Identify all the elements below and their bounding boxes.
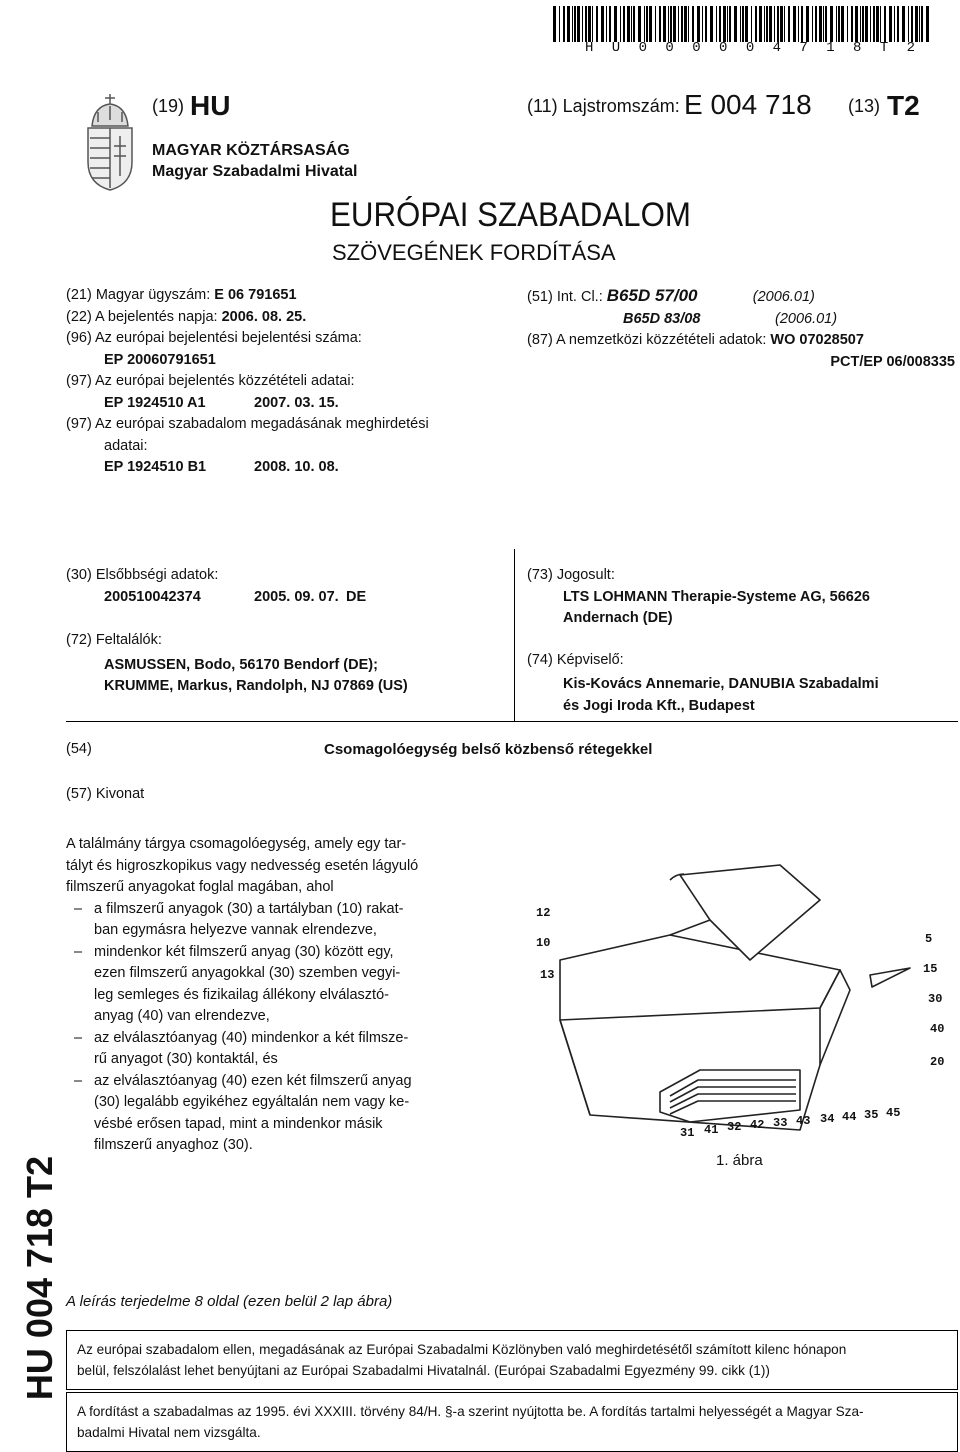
figure-label: 5: [925, 932, 933, 946]
figure-label: 15: [923, 962, 938, 976]
field-22-label: (22) A bejelentés napja:: [66, 308, 218, 325]
opposition-notice: [66, 1330, 958, 1390]
pages-note: A leírás terjedelme 8 oldal (ezen belül 2 lap ábra): [66, 1293, 393, 1310]
figure-label: 20: [930, 1055, 945, 1069]
field-96-value: EP 20060791651: [104, 351, 216, 368]
field-97b-label-cont: adatai:: [104, 437, 148, 454]
country-name: MAGYAR KÖZTÁRSASÁG: [152, 142, 350, 159]
field-21-value: E 06 791651: [214, 287, 297, 303]
invention-title: Csomagolóegység belső közbenső rétegekkel: [324, 741, 653, 758]
field-51-label: (51) Int. Cl.:: [527, 289, 603, 305]
abstract-line: filmszerű anyagokat foglal magában, ahol: [66, 879, 334, 895]
field-97a-label: (97) Az európai bejelentés közzétételi adatai:: [66, 373, 355, 389]
inventor-1: ASMUSSEN, Bodo, 56170 Bendorf (DE);: [104, 656, 378, 673]
translation-line-2: badalmi Hivatal nem vizsgálta.: [77, 1425, 261, 1440]
translation-notice: [66, 1392, 958, 1452]
figure-label: 34: [820, 1112, 835, 1126]
figure-label: 31: [680, 1126, 695, 1140]
figure-label: 44: [842, 1110, 857, 1124]
abstract-text: [66, 834, 488, 1157]
translation-line-1: A fordítást a szabadalmas az 1995. évi XXXIII. törvény 84/H. §-a szerint nyújtotta be. A fordítás tartalmi helyességét a Magyar Sza-: [77, 1404, 864, 1419]
field-54-label: (54): [66, 741, 92, 757]
kind-code: T2: [887, 90, 920, 121]
representative-line-2: és Jogi Iroda Kft., Budapest: [563, 697, 755, 714]
coat-of-arms-icon: [78, 92, 142, 192]
figure-label: 12: [536, 906, 551, 920]
bibliographic-right: [527, 285, 955, 373]
field-97a-date: 2007. 03. 15.: [254, 394, 339, 411]
field-22-value: 2006. 08. 25.: [221, 308, 307, 325]
bullet-line: ezen filmszerű anyagokkal (30) szemben vegyi-: [94, 965, 401, 981]
parties-left: [66, 565, 506, 698]
bullet-line: ban egymásra helyezve vannak elrendezve,: [94, 922, 377, 938]
field-74-label: (74) Képviselő:: [527, 651, 624, 668]
bullet-line: filmszerű anyaghoz (30).: [94, 1137, 253, 1153]
priority-number: 200510042374: [104, 588, 201, 605]
parties-divider: [514, 549, 515, 721]
bullet-line: – a filmszerű anyagok (30) a tartályban (10) rakat-: [94, 900, 404, 917]
abstract-line: A találmány tárgya csomagolóegység, amely egy tar-: [66, 836, 407, 852]
abstract-bullet: [66, 1028, 488, 1071]
figure-label: 13: [540, 968, 555, 982]
abstract-bullet: [66, 942, 488, 1028]
proprietor-line-1: LTS LOHMANN Therapie-Systeme AG, 56626: [563, 588, 870, 605]
abstract-bullet: [66, 899, 488, 942]
field-97b-date: 2008. 10. 08.: [254, 459, 339, 475]
registration-label: (11) Lajstromszám:: [527, 96, 680, 116]
figure-label: 32: [727, 1120, 742, 1134]
field-87-label: (87) A nemzetközi közzétételi adatok:: [527, 332, 767, 348]
field-51-class-2: B65D 83/08: [623, 310, 701, 327]
bullet-line: leg semleges és fizikailag állékony elválasztó-: [94, 986, 389, 1003]
figure-caption: 1. ábra: [716, 1152, 763, 1169]
bullet-line: (30) legalább egyikéhez egyáltalán nem vagy ke-: [94, 1094, 410, 1110]
barcode-text: H U 0 0 0 0 0 4 7 1 8 T 2: [585, 40, 918, 56]
registration-number: E 004 718: [684, 89, 812, 120]
priority-date: 2005. 09. 07.: [254, 588, 339, 605]
bullet-line: rű anyagot (30) kontaktál, és: [94, 1051, 278, 1067]
barcode-image: [553, 6, 933, 42]
figure-label: 40: [930, 1022, 945, 1036]
document-subtitle: SZÖVEGÉNEK FORDÍTÁSA: [332, 240, 616, 265]
field-72-label: (72) Feltalálók:: [66, 632, 162, 648]
figure-label: 35: [864, 1108, 879, 1122]
bullet-line: – mindenkor két filmszerű anyag (30) között egy,: [94, 943, 394, 960]
field-87-value-2: PCT/EP 06/008335: [830, 353, 955, 370]
country-code: HU: [190, 90, 231, 121]
field-97b-label: (97) Az európai szabadalom megadásának meghirdetési: [66, 416, 429, 432]
field-97b-value: EP 1924510 B1: [104, 459, 207, 475]
field-51-class-1: B65D 57/00: [606, 286, 698, 305]
figure-label: 10: [536, 936, 551, 950]
figure-label: 45: [886, 1106, 901, 1120]
document-title: EURÓPAI SZABADALOM: [330, 196, 691, 234]
figure-drawing: [520, 860, 955, 1145]
field-73-label: (73) Jogosult:: [527, 567, 615, 583]
abstract-line: tályt és higroszkopikus vagy nedvesség esetén lágyuló: [66, 857, 419, 874]
field-97a-value: EP 1924510 A1: [104, 394, 206, 411]
bullet-line: vésbé erősen tapad, mint a mindenkor másik: [94, 1115, 383, 1132]
representative-line-1: Kis-Kovács Annemarie, DANUBIA Szabadalmi: [563, 676, 879, 692]
field-57-label: (57) Kivonat: [66, 786, 145, 802]
field-51-date-1: (2006.01): [752, 289, 815, 305]
opposition-line-1: Az európai szabadalom ellen, megadásának az Európai Szabadalmi Közlönyben való meghirdetésétől számított kilenc hónapon: [77, 1342, 847, 1357]
country-code-label: (19): [152, 96, 185, 116]
field-21-label: (21) Magyar ügyszám:: [66, 287, 211, 303]
bullet-line: – az elválasztóanyag (40) mindenkor a két filmsze-: [94, 1029, 409, 1046]
office-name: Magyar Szabadalmi Hivatal: [152, 163, 358, 180]
inventor-2: KRUMME, Markus, Randolph, NJ 07869 (US): [104, 678, 408, 694]
figure-label: 30: [928, 992, 943, 1006]
opposition-line-2: belül, felszólalást lehet benyújtani az Európai Szabadalmi Hivatalnál. (Európai Szabadalmi Egyezmény 99. cikk (1)): [77, 1363, 770, 1378]
field-51-date-2: (2006.01): [775, 310, 838, 327]
figure-label: 42: [750, 1118, 765, 1132]
priority-country: DE: [346, 588, 367, 605]
field-96-label: (96) Az európai bejelentési bejelentési száma:: [66, 330, 362, 346]
bibliographic-left: [66, 285, 506, 479]
figure-label: 43: [796, 1114, 811, 1128]
side-document-number: HU 004 718 T2: [19, 1155, 60, 1401]
field-30-label: (30) Elsőbbségi adatok:: [66, 567, 219, 583]
bullet-line: – az elválasztóanyag (40) ezen két filmszerű anyag: [94, 1072, 412, 1089]
kind-label: (13): [848, 96, 881, 116]
bullet-line: anyag (40) van elrendezve,: [94, 1008, 270, 1024]
parties-right: [527, 565, 955, 717]
proprietor-line-2: Andernach (DE): [563, 610, 673, 626]
figure-label: 33: [773, 1116, 788, 1130]
figure-label: 41: [704, 1123, 719, 1137]
abstract-bullet: [66, 1071, 488, 1157]
field-87-value-1: WO 07028507: [770, 332, 864, 348]
